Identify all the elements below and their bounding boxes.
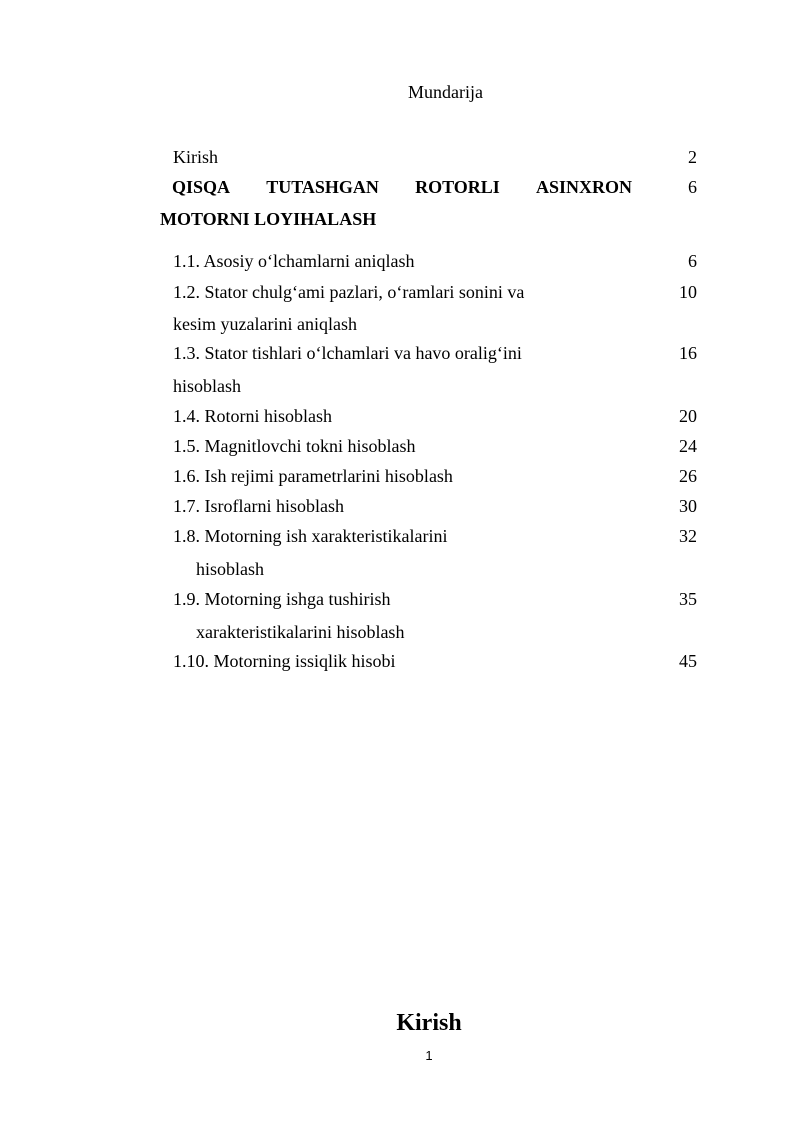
toc-entry-label: 1.9. Motorning ishga tushirish bbox=[173, 589, 391, 609]
toc-chapter-line1 bbox=[172, 175, 632, 199]
toc-entry-page: 32 bbox=[679, 526, 697, 546]
toc-entry-page: 20 bbox=[679, 406, 697, 426]
toc-entry-label: 1.10. Motorning issiqlik hisobi bbox=[173, 651, 396, 671]
toc-entry-label-cont: xarakteristikalarini hisoblash bbox=[196, 622, 405, 642]
toc-entry-page: 35 bbox=[679, 589, 697, 609]
toc-entry-label: 1.1. Asosiy o‘lchamlarni aniqlash bbox=[173, 251, 415, 271]
toc-entry-label: 1.4. Rotorni hisoblash bbox=[173, 406, 333, 426]
toc-entry-label: 1.7. Isroflarni hisoblash bbox=[173, 496, 344, 516]
page-number: 1 bbox=[425, 1048, 433, 1063]
toc-entry-page: 24 bbox=[679, 436, 697, 456]
toc-entry-label: 1.3. Stator tishlari o‘lchamlari va havo oralig‘ini bbox=[173, 343, 522, 363]
toc-entry-page: 26 bbox=[679, 466, 697, 486]
section-title: Kirish bbox=[396, 1010, 462, 1036]
toc-heading: Mundarija bbox=[408, 82, 483, 102]
toc-entry-label-cont: hisoblash bbox=[173, 376, 242, 396]
toc-entry-label: 1.8. Motorning ish xarakteristikalarini bbox=[173, 526, 448, 546]
toc-entry-label: 1.6. Ish rejimi parametrlarini hisoblash bbox=[173, 466, 453, 486]
toc-entry-label: Kirish bbox=[173, 147, 218, 167]
toc-chapter-line2: MOTORNI LOYIHALASH bbox=[160, 209, 377, 229]
toc-entry-page: 16 bbox=[679, 343, 697, 363]
toc-entry-page: 45 bbox=[679, 651, 697, 671]
toc-entry-label-cont: kesim yuzalarini aniqlash bbox=[173, 314, 357, 334]
toc-entry-page: 6 bbox=[688, 251, 697, 271]
toc-entry-page: 30 bbox=[679, 496, 697, 516]
toc-entry-label: 1.5. Magnitlovchi tokni hisoblash bbox=[173, 436, 416, 456]
toc-chapter-page: 6 bbox=[688, 177, 697, 197]
toc-chapter-word: QISQA bbox=[172, 177, 231, 197]
toc-chapter-word: ASINXRON bbox=[535, 177, 632, 197]
toc-chapter-word: TUTASHGAN bbox=[266, 177, 379, 197]
toc-entry-label-cont: hisoblash bbox=[196, 559, 265, 579]
toc-entry-page: 10 bbox=[679, 282, 697, 302]
toc-entry-page: 2 bbox=[688, 147, 697, 167]
toc-entry-label: 1.2. Stator chulg‘ami pazlari, o‘ramlari sonini va bbox=[173, 282, 525, 302]
toc-chapter-word: ROTORLI bbox=[415, 177, 500, 197]
